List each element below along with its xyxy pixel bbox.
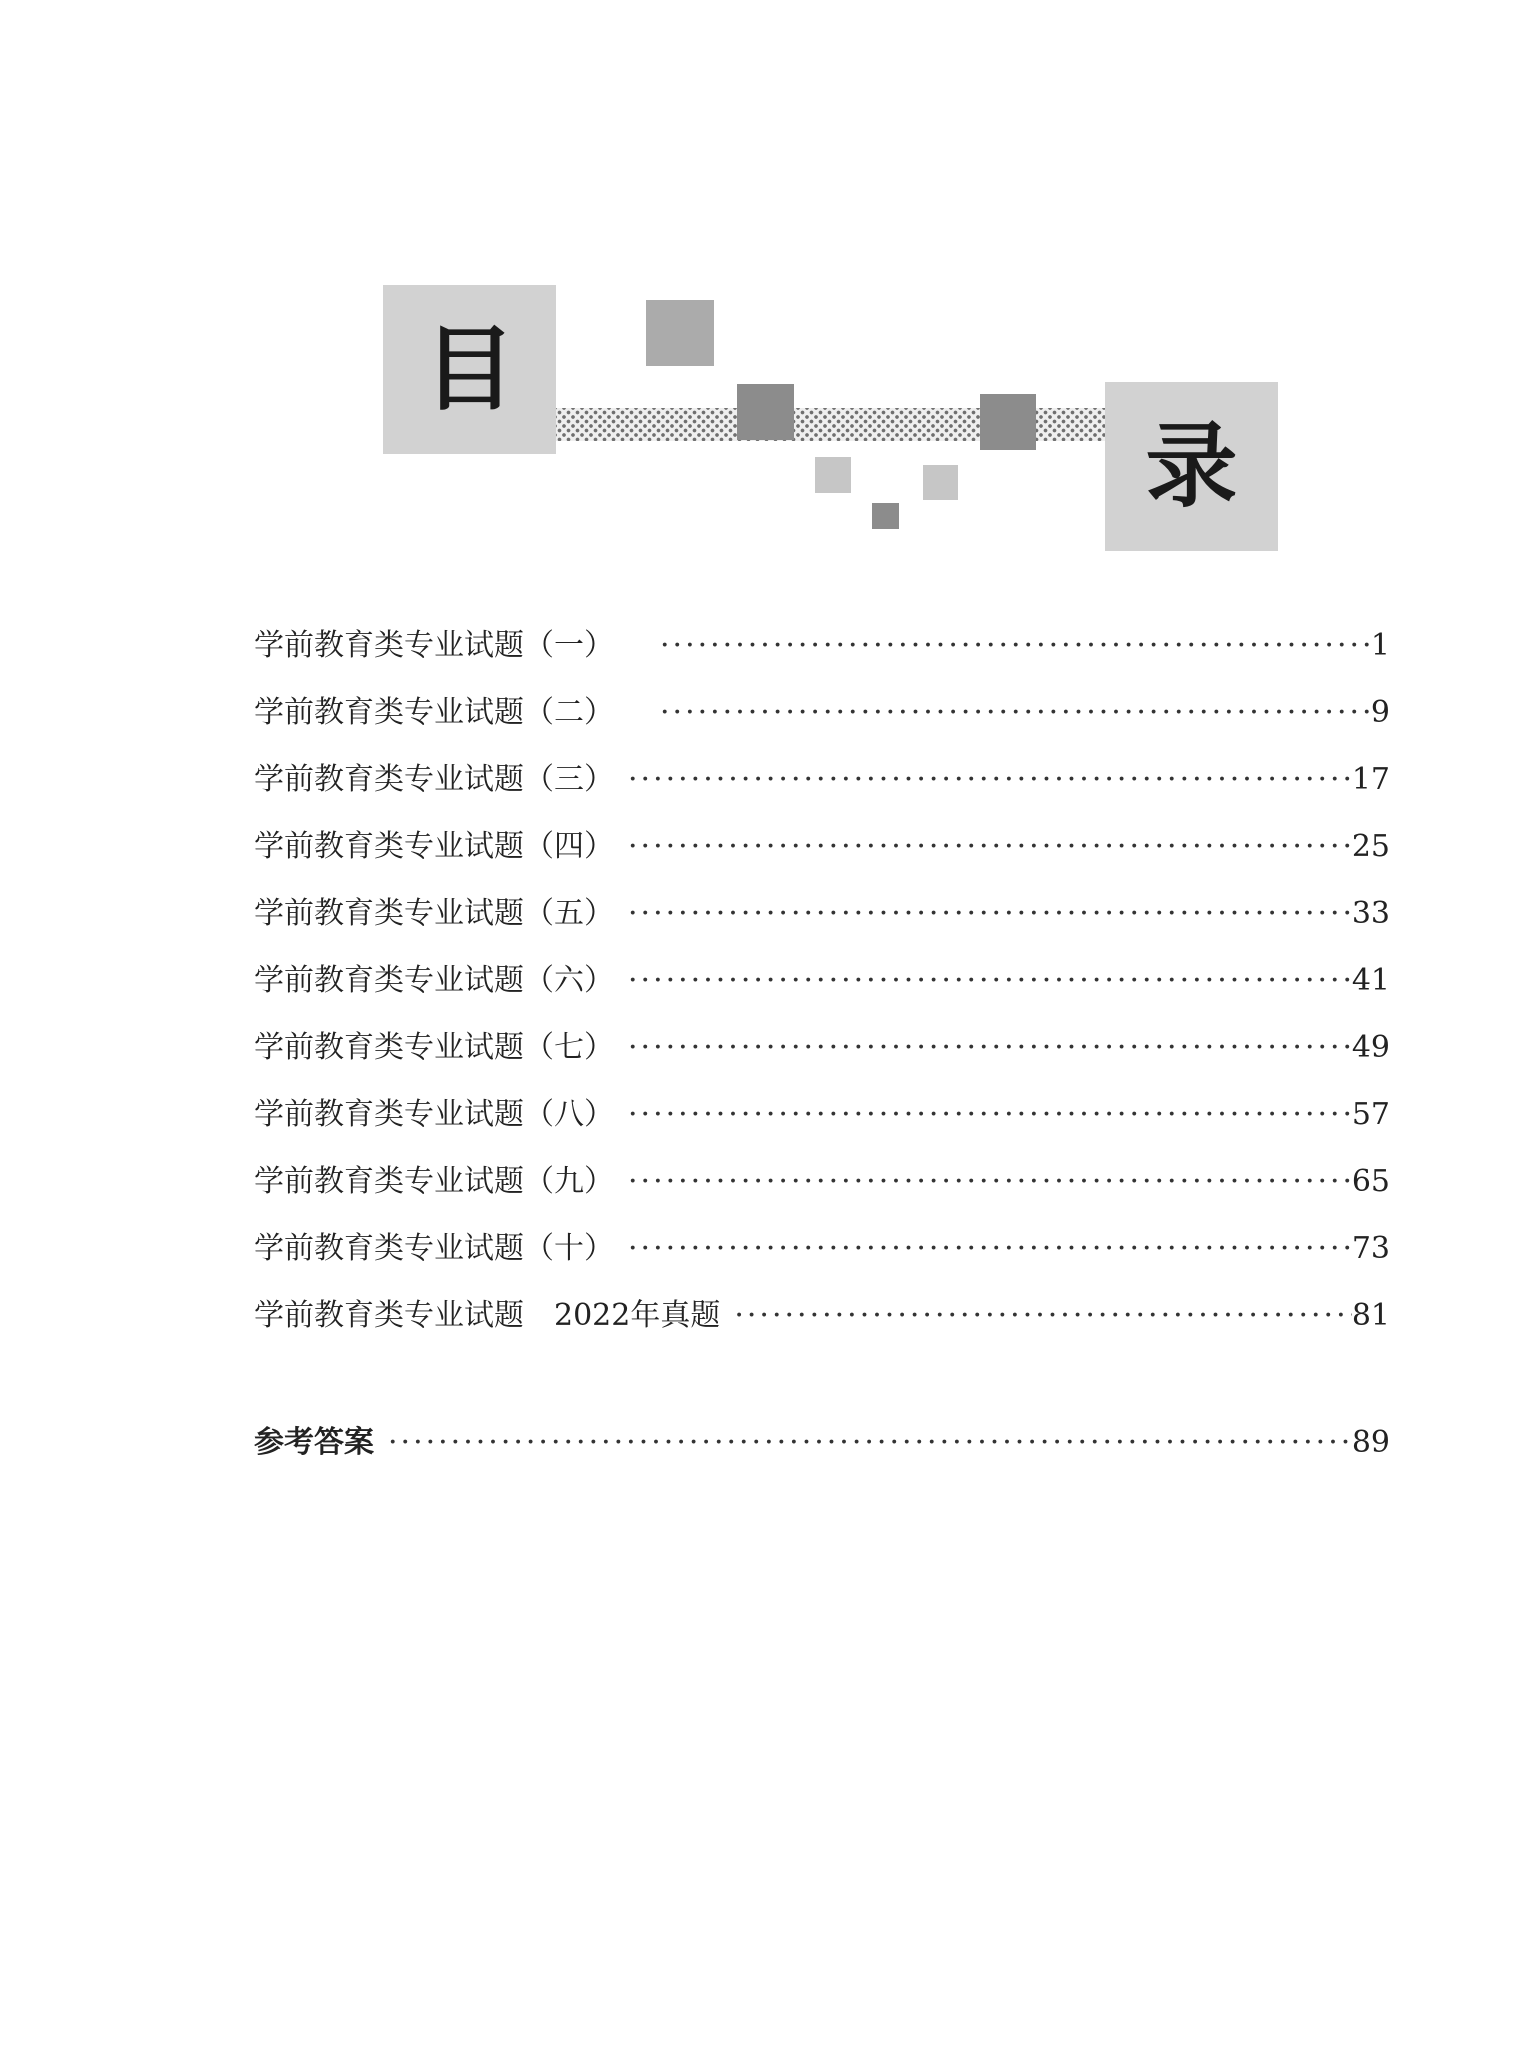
toc-entry-title: 学前教育类专业试题（六）: [254, 963, 614, 998]
title-box-right: [1105, 382, 1278, 551]
decor-square-6: [872, 503, 899, 529]
toc-page-number: 17: [1351, 762, 1390, 797]
toc-entry[interactable]: [254, 947, 1390, 1014]
toc-entry[interactable]: [254, 1215, 1390, 1282]
toc-page-number: 1: [1370, 628, 1390, 663]
toc-dot-leader: [660, 612, 1371, 679]
title-box-left: [383, 285, 556, 454]
toc-dot-leader: [628, 813, 1352, 880]
decor-square-1: [646, 300, 714, 366]
decor-square-5: [923, 465, 958, 500]
toc-page-number: 89: [1351, 1425, 1390, 1460]
toc-dot-leader: [628, 746, 1352, 813]
toc-dot-leader: [628, 947, 1352, 1014]
toc-entry-title: 学前教育类专业试题（五）: [254, 896, 614, 931]
toc-page-number: 65: [1351, 1164, 1390, 1199]
toc-dot-leader: [628, 880, 1352, 947]
toc-entry-title: 学前教育类专业试题（七）: [254, 1030, 614, 1065]
toc-entry[interactable]: [254, 813, 1390, 880]
toc-entry-title: 学前教育类专业试题 2022年真题: [254, 1298, 721, 1333]
toc-dot-leader: [628, 1215, 1352, 1282]
toc-page-number: 25: [1351, 829, 1390, 864]
toc-dot-leader: [628, 1148, 1352, 1215]
toc-entry[interactable]: [254, 880, 1390, 947]
decor-square-4: [815, 457, 851, 493]
toc-entry-title: 学前教育类专业试题（八）: [254, 1097, 614, 1132]
toc-entry-title: 学前教育类专业试题（九）: [254, 1164, 614, 1199]
toc-entry[interactable]: [254, 612, 1390, 679]
toc-entry-title: 学前教育类专业试题（四）: [254, 829, 614, 864]
table-of-contents: [254, 612, 1390, 1349]
toc-entry[interactable]: [254, 1148, 1390, 1215]
toc-entry-title: 学前教育类专业试题（三）: [254, 762, 614, 797]
toc-entry[interactable]: [254, 679, 1390, 746]
toc-entry[interactable]: [254, 1014, 1390, 1081]
toc-dot-leader: [628, 1081, 1352, 1148]
decor-square-3: [980, 394, 1036, 450]
toc-dot-leader: [388, 1409, 1352, 1476]
title-char-lu: 录: [1145, 412, 1238, 520]
toc-entry[interactable]: [254, 1081, 1390, 1148]
title-char-mu: 目: [423, 315, 516, 423]
toc-page-number: 9: [1370, 695, 1390, 730]
toc-entry-answers[interactable]: [254, 1409, 1390, 1476]
toc-page-number: 49: [1351, 1030, 1390, 1065]
decor-square-2: [737, 384, 794, 440]
toc-header-decoration: [0, 0, 1522, 580]
toc-entry[interactable]: [254, 746, 1390, 813]
toc-entry-title: 学前教育类专业试题（十）: [254, 1231, 614, 1266]
toc-page-number: 73: [1351, 1231, 1390, 1266]
toc-page-number: 81: [1351, 1298, 1390, 1333]
toc-entry[interactable]: [254, 1282, 1390, 1349]
toc-dot-leader: [628, 1014, 1352, 1081]
toc-dot-leader: [734, 1282, 1351, 1349]
toc-dot-leader: [660, 679, 1371, 746]
toc-entry-title: 参考答案: [254, 1425, 374, 1460]
toc-page-number: 41: [1351, 963, 1390, 998]
toc-page-number: 33: [1351, 896, 1390, 931]
toc-entry-title: 学前教育类专业试题（一）: [254, 628, 614, 663]
toc-page-number: 57: [1351, 1097, 1390, 1132]
toc-entry-title: 学前教育类专业试题（二）: [254, 695, 614, 730]
